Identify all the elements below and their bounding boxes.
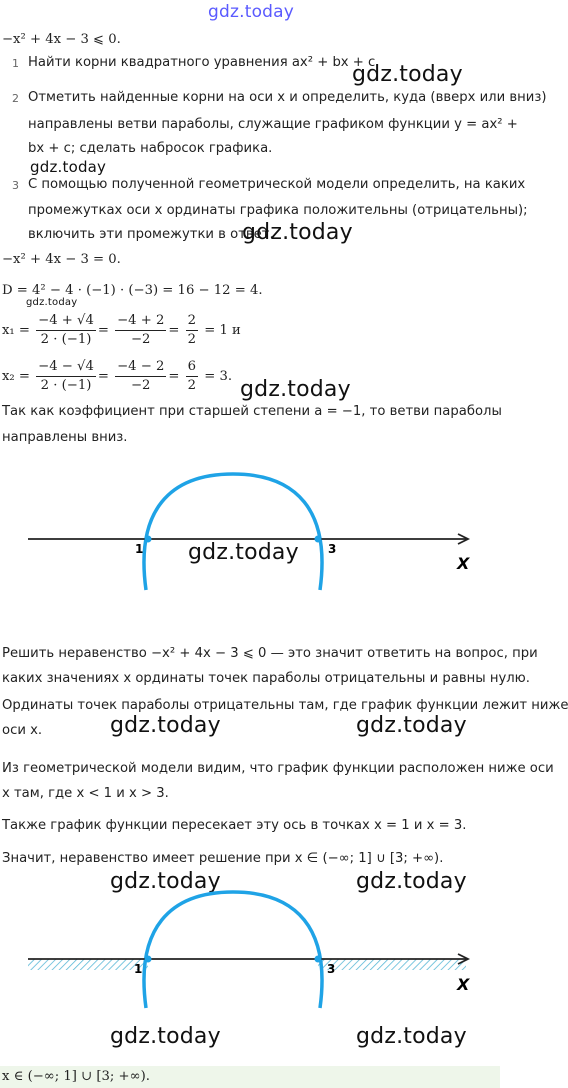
explanation-text: Значит, неравенство имеет решение при x ∈ (−∞; 1] ∪ [3; +∞). xyxy=(2,851,444,866)
root-x1: x₁ = $\frac{-4 + √4}{2 \cdot (-1)}$ = $\frac{-4 + 2}{-2}$ = $\frac{2}{2}$ = 1 и xyxy=(2,313,241,347)
x2-frac2-top: −4 − 2 xyxy=(115,358,166,377)
coefficient-text: направлены вниз. xyxy=(2,430,128,445)
explanation-text: x там, где x < 1 и x > 3. xyxy=(2,786,169,801)
explanation-text: Решить неравенство −x² + 4x − 3 ⩽ 0 — это значит ответить на вопрос, при xyxy=(2,646,538,661)
root-label: 3 xyxy=(327,962,336,976)
root-point xyxy=(315,956,322,963)
root-label: 1 xyxy=(135,542,144,556)
watermark: gdz.today xyxy=(356,713,467,738)
step-text: bx + c; сделать набросок графика. xyxy=(28,141,273,156)
parabola-curve xyxy=(144,474,322,590)
x2-label: x₂ = xyxy=(2,369,30,384)
equation: −x² + 4x − 3 = 0. xyxy=(2,252,121,267)
explanation-text: каких значениях x ординаты точек параболы отрицательны и равны нулю. xyxy=(2,671,530,686)
x2-frac1-bot: 2 · (−1) xyxy=(40,378,92,393)
watermark: gdz.today xyxy=(356,1024,467,1049)
x1-frac2-bot: −2 xyxy=(131,332,151,347)
x2-frac1-top: −4 − √4 xyxy=(36,358,96,377)
watermark: gdz.today xyxy=(242,220,353,245)
watermark: gdz.today xyxy=(208,2,295,22)
step-text: С помощью полученной геометрической модели определить, на каких xyxy=(28,177,526,192)
root-label: 1 xyxy=(134,962,143,976)
explanation-text: Ординаты точек параболы отрицательны там, где график функции лежит ниже xyxy=(2,698,568,713)
watermark: gdz.today xyxy=(30,158,107,176)
x1-frac2-top: −4 + 2 xyxy=(115,312,166,331)
axis-label: X xyxy=(457,975,470,994)
problem-statement: −x² + 4x − 3 ⩽ 0. xyxy=(2,32,121,47)
root-point xyxy=(145,956,152,963)
step-number: 2 xyxy=(12,92,19,105)
parabola-graph-2 xyxy=(0,880,500,1020)
watermark: gdz.today xyxy=(188,540,299,565)
step-number: 3 xyxy=(12,179,19,192)
watermark: gdz.today xyxy=(110,869,221,894)
x1-frac1-top: −4 + √4 xyxy=(36,312,96,331)
step-text: промежутках оси x ординаты графика положительны (отрицательны); xyxy=(28,203,528,218)
parabola-curve xyxy=(144,892,322,1008)
explanation-text: Из геометрической модели видим, что график функции расположен ниже оси xyxy=(2,761,554,776)
watermark: gdz.today xyxy=(356,869,467,894)
x2-result: = 3. xyxy=(204,369,233,384)
x1-result: = 1 и xyxy=(204,323,241,338)
x1-frac1-bot: 2 · (−1) xyxy=(40,332,92,347)
axis-label: X xyxy=(457,554,470,573)
solution-region-left xyxy=(28,959,148,970)
step-text: включить эти промежутки в ответ. xyxy=(28,227,274,242)
x1-frac3-top: 2 xyxy=(186,312,198,331)
x2-frac2-bot: −2 xyxy=(131,378,151,393)
step-text: Отметить найденные корни на оси x и определить, куда (вверх или вниз) xyxy=(28,90,547,105)
x1-frac3-bot: 2 xyxy=(187,332,196,347)
root-x2: x₂ = $\frac{-4 - √4}{2 \cdot (-1)}$ = $\frac{-4 - 2}{-2}$ = $\frac{6}{2}$ = 3. xyxy=(2,359,233,393)
discriminant: D = 4² − 4 · (−1) · (−3) = 16 − 12 = 4. xyxy=(2,283,263,298)
root-point xyxy=(315,536,322,543)
solution-region-right xyxy=(318,959,466,970)
watermark: gdz.today xyxy=(110,1024,221,1049)
watermark: gdz.today xyxy=(110,713,221,738)
watermark: gdz.today xyxy=(240,377,351,402)
coefficient-text: Так как коэффициент при старшей степени a = −1, то ветви параболы xyxy=(2,404,502,419)
step-number: 1 xyxy=(12,57,19,70)
x2-frac3-bot: 2 xyxy=(187,378,196,393)
explanation-text: оси x. xyxy=(2,723,43,738)
watermark: gdz.today xyxy=(352,62,463,87)
step-text: Найти корни квадратного уравнения ax² + bx + c. xyxy=(28,55,380,70)
watermark: gdz.today xyxy=(26,297,78,308)
root-point xyxy=(145,536,152,543)
x1-label: x₁ = xyxy=(2,323,30,338)
x2-frac3-top: 6 xyxy=(186,358,198,377)
explanation-text: Также график функции пересекает эту ось в точках x = 1 и x = 3. xyxy=(2,818,467,833)
root-label: 3 xyxy=(328,542,337,556)
answer: x ∈ (−∞; 1] ∪ [3; +∞). xyxy=(2,1069,150,1084)
step-text: направлены ветви параболы, служащие графиком функции y = ax² + xyxy=(28,117,518,132)
